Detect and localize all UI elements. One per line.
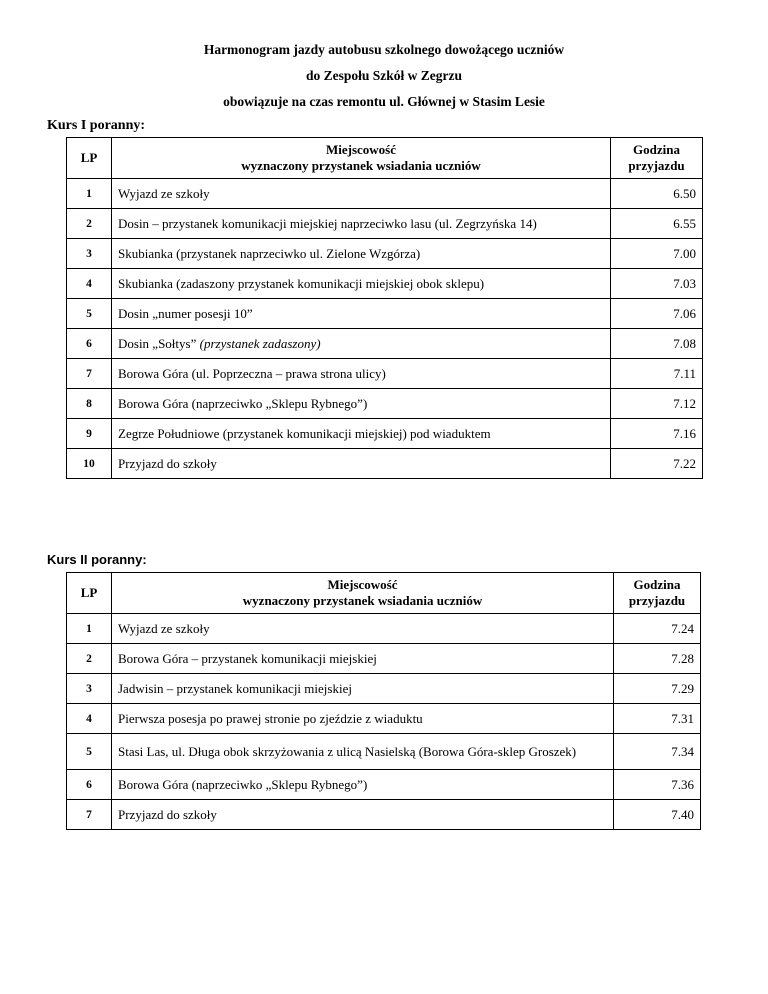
cell-lp: 7 [67,800,112,830]
header-time-line-2: przyjazdu [628,158,685,173]
cell-lp: 9 [67,419,112,449]
cell-time: 7.16 [611,419,703,449]
table-header-row [67,573,701,614]
cell-place [112,644,614,674]
cell-lp: 10 [67,449,112,479]
table-row [67,770,701,800]
cell-place [112,770,614,800]
cell-place-text: Wyjazd ze szkoły [118,185,210,201]
document-title-line-2: do Zespołu Szkół w Zegrzu [305,68,463,83]
cell-place-text: Borowa Góra (naprzeciwko „Sklepu Rybnego”) [118,776,368,792]
header-time-line-1: Godzina [633,577,681,592]
cell-place-text: Przyjazd do szkoły [118,806,217,822]
cell-lp: 1 [67,614,112,644]
cell-time: 7.24 [614,614,701,644]
header-time-line-1: Godzina [633,142,680,157]
header-place-line-2: wyznaczony przystanek wsiadania uczniów [242,593,483,608]
cell-lp: 5 [67,299,112,329]
course-2-schedule-table [66,572,701,830]
header-lp: LP [67,573,112,614]
cell-time: 7.29 [614,674,701,704]
header-place [112,138,611,179]
cell-place [112,299,611,329]
cell-lp: 1 [67,179,112,209]
cell-time: 6.50 [611,179,703,209]
cell-place-text: Przyjazd do szkoły [118,455,217,471]
cell-lp: 6 [67,770,112,800]
cell-lp: 3 [67,674,112,704]
cell-lp: 8 [67,389,112,419]
cell-time: 7.11 [611,359,703,389]
cell-place-text: Borowa Góra (ul. Poprzeczna – prawa strona ulicy) [118,365,386,381]
cell-lp: 2 [67,209,112,239]
cell-lp: 3 [67,239,112,269]
cell-lp: 5 [67,734,112,770]
cell-time: 7.06 [611,299,703,329]
table-row [67,389,703,419]
course-1-schedule-table [66,137,703,479]
table-row [67,299,703,329]
header-time [614,573,701,614]
table-row [67,449,703,479]
cell-place-text: Jadwisin – przystanek komunikacji miejskiej [118,680,352,696]
cell-place [112,239,611,269]
cell-lp: 2 [67,644,112,674]
cell-place [112,389,611,419]
cell-time: 7.00 [611,239,703,269]
header-place-line-1: Miejscowość [325,142,397,157]
cell-place [112,674,614,704]
table-row [67,359,703,389]
header-place-line-2: wyznaczony przystanek wsiadania uczniów [241,158,481,173]
cell-place-text: Zegrze Południowe (przystanek komunikacji miejskiej) pod wiaduktem [118,425,491,441]
cell-time: 7.03 [611,269,703,299]
cell-lp: 7 [67,359,112,389]
cell-place [112,449,611,479]
cell-place-text: Borowa Góra – przystanek komunikacji miejskiej [118,650,377,666]
document-title-line-3: obowiązuje na czas remontu ul. Głównej w Stasim Lesie [223,94,545,109]
table-row [67,734,701,770]
cell-place [112,329,611,359]
cell-time: 6.55 [611,209,703,239]
cell-place [112,734,614,770]
table-row [67,800,701,830]
cell-time: 7.22 [611,449,703,479]
cell-place-text: Borowa Góra (naprzeciwko „Sklepu Rybnego”) [118,395,368,411]
table-row [67,704,701,734]
header-place-line-1: Miejscowość [327,577,398,592]
cell-place [112,704,614,734]
cell-place-text: Skubianka (zadaszony przystanek komunikacji miejskiej obok sklepu) [118,275,485,291]
header-place [112,573,614,614]
table-row [67,644,701,674]
cell-place [112,359,611,389]
course-1-heading: Kurs I poranny: [47,118,146,133]
cell-lp: 4 [67,704,112,734]
document-title-line-1: Harmonogram jazdy autobusu szkolnego dowożącego uczniów [203,42,565,57]
header-time-line-2: przyjazdu [628,593,686,608]
table-row [67,239,703,269]
cell-time: 7.08 [611,329,703,359]
table-row [67,419,703,449]
cell-lp: 4 [67,269,112,299]
cell-place-text: Wyjazd ze szkoły [118,620,210,636]
table-row [67,179,703,209]
cell-place [112,800,614,830]
table-row [67,269,703,299]
cell-time: 7.36 [614,770,701,800]
table-row [67,614,701,644]
table-row [67,674,701,704]
cell-place [112,269,611,299]
table-header-row [67,138,703,179]
cell-time: 7.12 [611,389,703,419]
cell-place-note: (przystanek zadaszony) [199,335,321,351]
cell-place-text: Pierwsza posesja po prawej stronie po zjeździe z wiaduktu [118,710,423,726]
cell-place [112,614,614,644]
table-row [67,329,703,359]
table-row [67,209,703,239]
cell-place [112,209,611,239]
cell-place-text: Skubianka (przystanek naprzeciwko ul. Zielone Wzgórza) [118,245,421,261]
cell-place-text: Dosin – przystanek komunikacji miejskiej naprzeciwko lasu (ul. Zegrzyńska 14) [118,215,537,231]
header-time [611,138,703,179]
cell-place [112,419,611,449]
course-2-heading: Kurs II poranny: [47,552,147,567]
cell-lp: 6 [67,329,112,359]
cell-time: 7.40 [614,800,701,830]
header-lp: LP [67,138,112,179]
cell-time: 7.34 [614,734,701,770]
cell-place-text: Dosin „numer posesji 10” [118,305,253,321]
cell-place-text: Stasi Las, ul. Długa obok skrzyżowania z ulicą Nasielską (Borowa Góra-sklep Groszek) [118,744,577,759]
cell-place-text: Dosin „Sołtys” [118,335,200,351]
cell-time: 7.28 [614,644,701,674]
cell-place [112,179,611,209]
cell-time: 7.31 [614,704,701,734]
